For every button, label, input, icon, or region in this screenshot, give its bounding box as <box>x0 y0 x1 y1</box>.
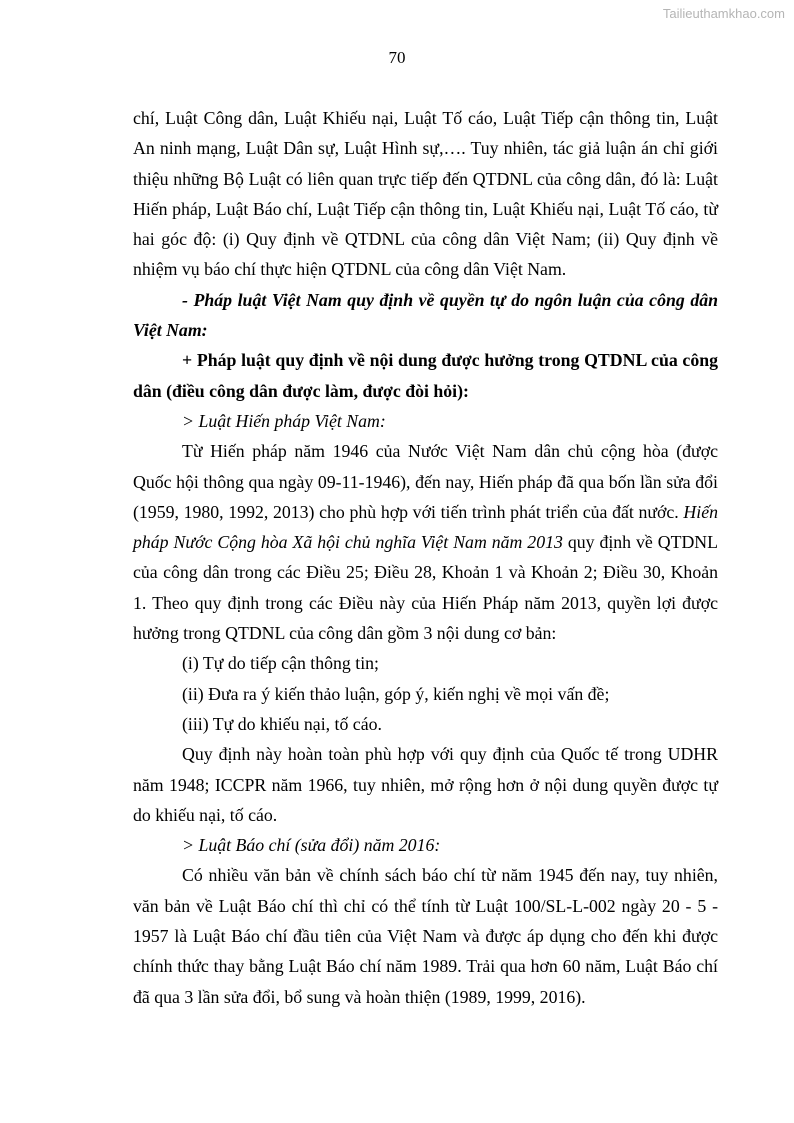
paragraph-intro: chí, Luật Công dân, Luật Khiếu nại, Luật Tố cáo, Luật Tiếp cận thông tin, Luật An ninh mạng, Luật Dân sự, Luật Hình sự,…. Tuy nhiên, tác giả luận án chỉ giới thiệu những Bộ Luật có liên quan trực tiếp đến QTDNL của công dân, đó là: Luật Hiến pháp, Luật Báo chí, Luật Tiếp cận thông tin, Luật Khiếu nại, Luật Tố cáo, từ hai góc độ: (i) Quy định về QTDNL của công dân Việt Nam; (ii) Quy định về nhiệm vụ báo chí thực hiện QTDNL của công dân Việt Nam. <box>133 108 718 280</box>
constitution-title: Hiến pháp Nước Cộng hòa Xã hội chủ nghĩa Việt Nam năm 2013 <box>133 501 718 553</box>
law-heading-press: > Luật Báo chí (sửa đổi) năm 2016: <box>182 835 441 856</box>
document-body <box>133 103 718 1012</box>
list-item: (iii) Tự do khiếu nại, tố cáo. <box>182 713 382 734</box>
constitution-text-part1: Từ Hiến pháp năm 1946 của Nước Việt Nam dân chủ cộng hòa (được Quốc hội thông qua ngày 09-11-1946), đến nay, Hiến pháp đã qua bốn lần sửa đổi (1959, 1980, 1992, 2013) cho phù hợp với tiến trình phát triển của đất nước. <box>133 441 718 522</box>
list-item: (ii) Đưa ra ý kiến thảo luận, góp ý, kiến nghị về mọi vấn đề; <box>182 683 610 704</box>
law-heading-constitution: > Luật Hiến pháp Việt Nam: <box>182 410 386 431</box>
paragraph-international: Quy định này hoàn toàn phù hợp với quy định của Quốc tế trong UDHR năm 1948; ICCPR năm 1966, tuy nhiên, mở rộng hơn ở nội dung quyền được tự do khiếu nại, tố cáo. <box>133 744 718 825</box>
subsection-heading: + Pháp luật quy định về nội dung được hưởng trong QTDNL của công dân (điều công dân được làm, được đòi hỏi): <box>133 350 718 401</box>
list-item: (i) Tự do tiếp cận thông tin; <box>182 653 379 674</box>
paragraph-constitution <box>133 436 718 648</box>
section-heading: - Pháp luật Việt Nam quy định về quyền tự do ngôn luận của công dân Việt Nam: <box>133 289 718 341</box>
page-number: 70 <box>388 48 406 67</box>
paragraph-press-law: Có nhiều văn bản về chính sách báo chí từ năm 1945 đến nay, tuy nhiên, văn bản về Luật Báo chí thì chỉ có thể tính từ Luật 100/SL-L-002 ngày 20 - 5 - 1957 là Luật Báo chí đầu tiên của Việt Nam và được áp dụng cho đến khi được chính thức thay bằng Luật Báo chí năm 1989. Trải qua hơn 60 năm, Luật Báo chí đã qua 3 lần sửa đổi, bổ sung và hoàn thiện (1989, 1999, 2016). <box>133 865 718 1007</box>
watermark-text: Tailieuthamkhao.com <box>662 6 785 21</box>
constitution-text-part2: quy định về QTDNL của công dân trong các Điều 25; Điều 28, Khoản 1 và Khoản 2; Điều 30, Khoản 1. Theo quy định trong các Điều này của Hiến Pháp năm 2013, quyền lợi được hưởng trong QTDNL của công dân gồm 3 nội dung cơ bản: <box>133 532 718 644</box>
